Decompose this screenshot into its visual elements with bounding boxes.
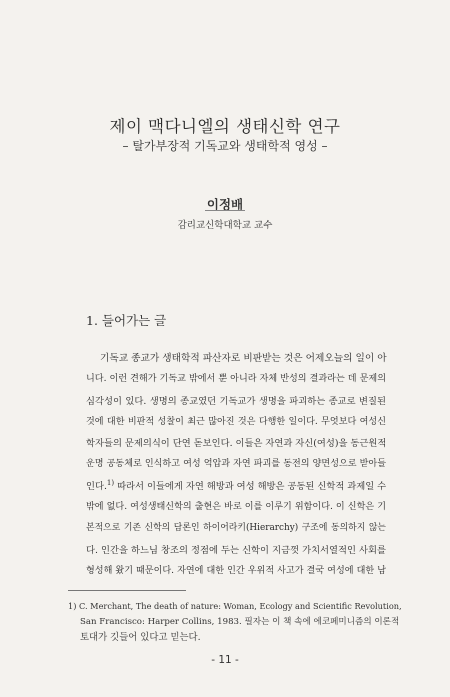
footnote-line: 1) C. Merchant, The death of nature: Woman, Ecology and Scientific Revolution, — [68, 601, 402, 611]
author-name: 이정배 — [206, 197, 244, 212]
footnote — [68, 598, 403, 646]
body-line: 밖에 없다. 여성생태신학의 출현은 바로 이를 이루기 위함이다. 이 신학은 기 — [86, 502, 386, 513]
body-line: 운명 공동체로 인식하고 여성 억압과 자연 파괴를 동전의 양면성으로 받아들 — [86, 459, 386, 470]
footnote-line: 토대가 깃들어 있다고 믿는다. — [80, 632, 201, 643]
section-heading: 1. 들어가는 글 — [86, 313, 167, 328]
footnote-line: San Francisco: Harper Collins, 1983. 필자는 이 책 속에 에코페미니즘의 이론적 — [80, 617, 400, 627]
footnote-marker: 1) — [106, 478, 115, 487]
body-line: 본적으로 기존 신학의 담론인 하이어라키(Hierarchy) 구조에 동의하지 않는 — [86, 523, 386, 534]
body-line: 심각성이 있다. 생명의 종교였던 기독교가 생명을 파괴하는 종교로 변질된 — [86, 395, 386, 407]
body-text — [86, 348, 386, 582]
body-line-with-footnote — [86, 476, 386, 497]
body-line: 다. 인간을 하느님 창조의 정점에 두는 신학이 지금껏 가치서열적인 사회를 — [86, 544, 386, 556]
article-title: 제이 맥다니엘의 생태신학 연구 — [109, 117, 341, 136]
body-line-text-b: 따라서 이들에게 자연 해방과 여성 해방은 공동된 신학적 과제일 수 — [114, 480, 387, 492]
body-line: 기독교 종교가 생태학적 파산자로 비판받는 것은 어제오늘의 일이 아 — [100, 353, 387, 364]
body-line: 학자들의 문제의식이 단연 돋보인다. 이들은 자연과 자신(여성)을 동근원적 — [86, 438, 387, 450]
body-line: 것에 대한 비판적 성찰이 최근 많아진 것은 다행한 일이다. 무엇보다 여성신 — [86, 416, 386, 427]
article-subtitle: – 탈가부장적 기독교와 생태학적 영성 – — [122, 139, 328, 153]
body-line: 형성해 왔기 때문이다. 자연에 대한 인간 우위적 사고가 결국 여성에 대한 남 — [86, 565, 386, 576]
footnote-divider — [68, 590, 186, 591]
page-number: - 11 - — [211, 654, 239, 666]
author-divider — [205, 210, 245, 211]
body-line-text-a: 인다. — [86, 480, 107, 492]
author-affiliation: 감리교신학대학교 교수 — [177, 220, 273, 231]
body-line: 니다. 이런 견해가 기독교 밖에서 뿐 아니라 자체 반성의 결과라는 데 문제의 — [86, 374, 386, 385]
